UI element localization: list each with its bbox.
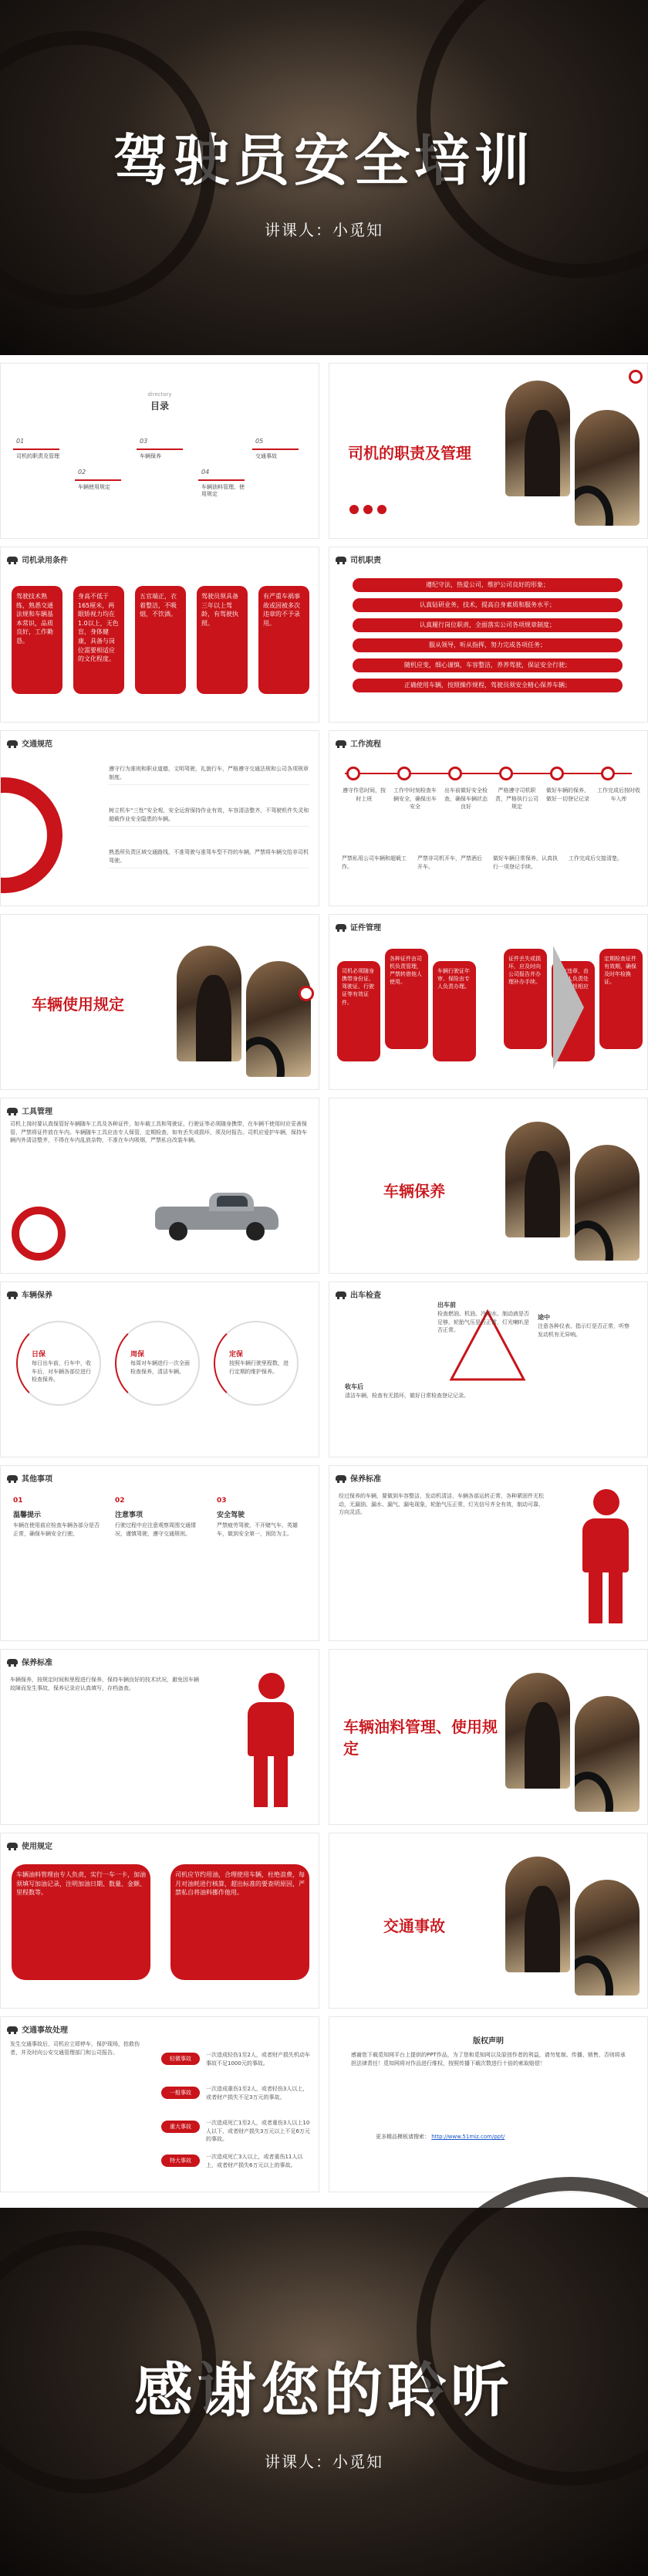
car-icon [7,1108,18,1113]
tools-slide [0,1098,319,1274]
car-icon [7,557,18,562]
use-right-box: 司机应节约用油，合理使用车辆，杜绝浪费，每月对油耗进行核算，超出标准的要查明原因，严禁私自将油料挪作他用。 [170,1864,309,1980]
workflow-note: 严禁私用公司车辆和超载工作。 [342,855,407,870]
decor-dot [377,505,386,514]
workflow-node [346,767,360,780]
copyright-title: 版权声明 [473,2037,504,2046]
duty-item: 认真钻研业务，技术，提高自身素质和服务水平； [353,598,623,612]
workflow-note: 严禁非司机开车，严禁酒后开车。 [417,855,482,870]
slide-header: 交通规范 [7,737,52,749]
workflow-note: 做好车辆日常保养，认真执行一项登记手续。 [493,855,558,870]
toc-item-label: 车辆油料管理、使用规定 [201,484,245,498]
workflow-note: 工作完成后交接清楚。 [569,855,623,861]
traffic-item: 树立机车“三性”安全观，安全运营保持作业有效，车容清洁整齐，不驾驶机件失灵和超载作业安全隐患的车辆。 [109,807,309,827]
condition-box: 驾驶员须具备三年以上驾龄，有驾驶执照。 [197,586,248,694]
decor-ring [12,1207,66,1261]
other-number: 01 [13,1497,23,1505]
accident-level-text: 一次造成轻伤1至2人，或者财产损失机动车事故不足1000元的事故。 [206,2052,310,2067]
accident-slide [0,2016,319,2192]
other-text: 行驶过程中应注意观察周围交通情况，谨慎驾驶，遵守交通规则。 [115,1522,196,1537]
other-number: 03 [217,1497,227,1505]
driver-photo [505,1673,570,1789]
workflow-node [550,767,564,780]
car-icon [336,1475,346,1481]
slide-header: 使用规定 [7,1840,52,1851]
cover-presenter: 讲课人：小觅知 [265,220,383,239]
slide-header: 证件管理 [336,921,381,933]
driver-photo [505,1857,570,1972]
accident-level-label: 重大事故 [161,2121,200,2133]
check-title: 途中 [538,1314,550,1321]
traffic-item: 熟悉所负责区域交通路线，不准驾驶与准驾车型不符的车辆，严禁将车辆交给非司机驾驶。 [109,848,309,868]
duty-item: 随机应变，细心谨慎，车容整洁，养养驾驶，保证安全行驶； [353,658,623,672]
check-text: 检查燃油、机油、冷却水、制动液是否足够，轮胎气压是否正常，灯光喇叭是否正常。 [437,1311,529,1333]
accident-level-text: 一次造成死亡1至2人，或者重伤3人以上10人以下，或者财产损失3万元以上不足6万元的事故。 [206,2120,310,2142]
decor-ring [629,370,643,384]
other-number: 02 [115,1497,125,1505]
workflow-node [448,767,462,780]
check-text: 清洁车辆，检查有无损坏，做好日常检查登记记录。 [345,1393,469,1399]
steering-wheel-shape [417,0,648,278]
certificate-box: 证件丢失或损坏，应及时向公司报告并办理补办手续。 [504,949,547,1049]
workflow-node [397,767,411,780]
maintenance-text: 每日出车前，行车中，收车后，对车辆各部位进行检查保养。 [32,1360,91,1383]
accident-level-text: 一次造成死亡3人以上，或者重伤11人以上，或者财产损失6万元以上的事故。 [206,2154,303,2168]
check-slide [329,1281,648,1457]
maintenance-title: 定保 [229,1351,244,1359]
car-icon [7,740,18,746]
copyright-slide [329,2016,648,2192]
decor-dot [363,505,373,514]
section-title-3: 车辆保养 [383,1182,445,1200]
toc-subtitle: directory [147,391,172,398]
certificate-box: 如有违章，由当事人负责处理并承担相应责任。 [552,961,595,1061]
toc-item-line [75,479,121,481]
driver-photo [575,1696,640,1812]
section-slide-2 [0,914,319,1090]
condition-box: 有严重车祸事故或因被多次违章的不予录用。 [258,586,309,694]
tools-text: 司机上岗时要认真保管好车辆随车工具及各种证件，如车载工具和驾驶证、行驶证等必须随身携带，在车辆不使用时应妥善保管，严禁将证件放在车内。车辆随车工具应由专人保管，定期检查，如有丢失或损坏，须及时报告。司机应爱护车辆，保持车辆内外清洁整齐，不得在车内乱放杂物，不准在车内吸烟，严禁私自改装车辆。 [10,1121,307,1143]
workflow-step-text: 工作完成后按时收车入库 [597,787,640,802]
toc-item-number: 03 [140,438,148,445]
car-icon [7,2026,18,2032]
stressed-person-icon [575,1489,636,1628]
cover-slide [0,0,648,355]
section-slide-4 [329,1649,648,1825]
driver-photo [575,1880,640,1995]
other-text: 车辆在使用前应检查车辆各部分是否正常，确保车辆安全行驶。 [13,1522,100,1537]
maintenance-slide [0,1281,319,1457]
workflow-step-text: 严格遵守司机职责，严格执行公司规定 [495,787,538,810]
other-slide [0,1465,319,1641]
duty-item: 认真履行岗位职责，全面落实公司各项规章制度； [353,618,623,632]
decor-dot [349,505,359,514]
traffic-slide [0,730,319,906]
toc-slide [0,363,319,539]
toc-item-number: 04 [201,469,210,476]
workflow-node [499,767,513,780]
workflow-slide [329,730,648,906]
section-slide-1 [329,363,648,539]
toc-item-label: 司机的职责及管理 [16,453,59,459]
arrow-shape [553,946,584,1069]
condition-box: 驾驶技术熟练，熟悉交通法规和车辆基本常识，品质良好，工作勤恳。 [12,586,62,694]
car-icon [7,1843,18,1848]
car-icon [7,1475,18,1481]
driver-photo [575,410,640,526]
driver-photo [177,946,241,1061]
maintenance-text: 按照车辆行驶里程数，进行定期的维护保养。 [229,1360,289,1375]
toc-item-label: 车辆保养 [140,453,161,459]
copyright-link[interactable]: http://www.51miz.com/ppt/ [431,2134,505,2140]
toc-item-number: 01 [16,438,25,445]
conditions-slide [0,547,319,723]
standard-slide [329,1465,648,1641]
slide-header: 车辆保养 [7,1288,52,1300]
ending-slide [0,2208,648,2576]
other-title: 温馨提示 [13,1511,42,1519]
steering-wheel-shape [417,2177,648,2486]
section-title-5: 交通事故 [383,1917,445,1935]
certificate-box: 定期检查证件有效期，确保及时年检换证。 [599,949,643,1049]
driver-photo [505,381,570,496]
workflow-node [601,767,615,780]
workflow-step-text: 遵守作息时间，按时上班 [343,787,386,802]
slide-header: 司机录用条件 [7,553,68,565]
use-slide [0,1833,319,2009]
section-title-4: 车辆油料管理、使用规定 [343,1718,498,1758]
duties-slide [329,547,648,723]
ending-presenter: 讲课人：小觅知 [265,2452,383,2471]
steering-wheel-shape [0,31,216,309]
driver-photo [575,1145,640,1261]
steering-wheel-shape [0,2231,216,2493]
certificate-box: 各种证件由司机负责管理，严禁转借他人使用。 [385,949,428,1049]
certificates-slide [329,914,648,1090]
section-slide-5 [329,1833,648,2009]
decor-ring [299,986,314,1001]
standard-slide-2 [0,1649,319,1825]
maintenance-text: 每周对车辆进行一次全面检查保养，清洁车辆。 [130,1360,190,1375]
toc-item-number: 02 [78,469,86,476]
other-title: 安全驾驶 [217,1511,245,1519]
other-title: 注意事项 [115,1511,143,1519]
car-icon [336,740,346,746]
section-slide-3 [329,1098,648,1274]
timeline-line [345,773,632,774]
condition-box: 五官端正，衣着整洁，不吸烟，不饮酒。 [135,586,186,694]
copyright-link-row: 更多精品模板请搜索： http://www.51miz.com/ppt/ [376,2134,505,2140]
certificate-box: 司机必须随身携带身份证、驾驶证、行驶证等有效证件。 [337,961,380,1061]
workflow-step-text: 工作中时刻检查车辆安全，确保出车安全 [393,787,437,810]
slide-header: 保养标准 [336,1472,381,1484]
toc-item-line [252,449,299,450]
slide-header: 工具管理 [7,1105,52,1116]
certificate-box: 车辆行驶证年审、保险由专人负责办理。 [433,961,476,1061]
condition-box: 身高不低于165厘米，两眼矫视力均在1.0以上，无色盲，身体健康，具备与岗位需要相适应的文化程度。 [73,586,124,694]
workflow-step-text: 做好车辆的保养，做好一切登记记录 [546,787,589,802]
standard-text: 经过保养的车辆，要做到车容整洁，发动机清洁，车辆各部运转正常，各种紧固件无松动，无漏油、漏水、漏气、漏电现象，轮胎气压正常，灯光信号齐全有效，制动可靠，方向灵活。 [339,1493,544,1515]
slide-header: 司机职责 [336,553,381,565]
toc-title: 目录 [150,401,169,411]
copyright-text: 感谢您下载觅知网平台上提供的PPT作品，为了您和觅知网以及原创作者的利益，请勿复制、传播、销售，否则将承担法律责任！觅知网将对作品进行维权，按照传播下载次数进行十倍的索取赔偿！ [351,2052,626,2067]
maintenance-title: 日保 [32,1351,46,1359]
car-icon [7,1659,18,1664]
slide-header: 交通事故处理 [7,2023,68,2035]
toc-item-label: 车辆使用规定 [78,484,110,490]
check-text: 注意各种仪表、指示灯是否正常，听察发动机有无异响。 [538,1323,629,1338]
other-text: 严禁疲劳驾驶，不开赌气车、英雄车，做到安全第一，预防为主。 [217,1522,298,1537]
toc-item-number: 05 [255,438,264,445]
workflow-step-text: 出车前做好安全检查，确保车辆状态良好 [444,787,488,810]
standard-text-2: 车辆保养，按规定时间和里程进行保养，保持车辆良好的技术状况，避免因车辆故障而发生事故，保养记录应认真填写，存档备查。 [10,1677,199,1691]
driver-photo [505,1122,570,1237]
maintenance-title: 周保 [130,1351,145,1359]
car-icon [336,1291,346,1297]
ending-title: 感谢您的聆听 [134,2355,514,2425]
traffic-item: 遵守行为准则和职业道德，文明驾驶，礼貌行车，严格遵守交通法规和公司各项规章制度。 [109,765,309,785]
slide-header: 出车检查 [336,1288,381,1300]
check-title: 出车前 [437,1302,456,1308]
toc-item-line [198,479,245,481]
accident-level-label: 一般事故 [161,2087,200,2099]
use-left-box: 车辆油料管理由专人负责，实行一车一卡，加油须填写加油记录，注明加油日期、数量、金额、里程数等。 [12,1864,150,1980]
section-title-2: 车辆使用规定 [32,995,124,1014]
slide-header: 保养标准 [7,1656,52,1667]
section-title-1: 司机的职责及管理 [348,444,471,462]
accident-level-label: 轻微事故 [161,2053,200,2065]
driver-photo [246,961,311,1077]
duty-item: 服从领导，听从指挥，努力完成各项任务； [353,638,623,652]
check-title: 收车后 [345,1383,363,1390]
accident-intro: 发生交通事故后，司机应立即停车，保护现场，抢救伤者，并及时向公安交通管理部门和公司报告。 [10,2041,140,2056]
car-icon [7,1291,18,1297]
toc-item-line [137,449,183,450]
cover-title: 驾驶员安全培训 [113,127,535,193]
accident-level-label: 特大事故 [161,2155,200,2167]
duty-item: 遵纪守法，热爱公司，维护公司良好的形象； [353,578,623,592]
slide-header: 工作流程 [336,737,381,749]
stressed-person-icon [240,1673,302,1812]
car-icon [336,924,346,929]
accident-level-text: 一次造成重伤1至2人，或者轻伤3人以上，或者财产损失不足3万元的事故。 [206,2086,309,2100]
duty-item: 正确使用车辆，按照操作规程，驾驶员须安全精心保养车辆； [353,679,623,692]
car-icon [336,557,346,562]
pickup-truck-image [155,1190,278,1241]
toc-item-line [13,449,59,450]
slide-header: 其他事项 [7,1472,52,1484]
toc-item-label: 交通事故 [255,453,277,459]
